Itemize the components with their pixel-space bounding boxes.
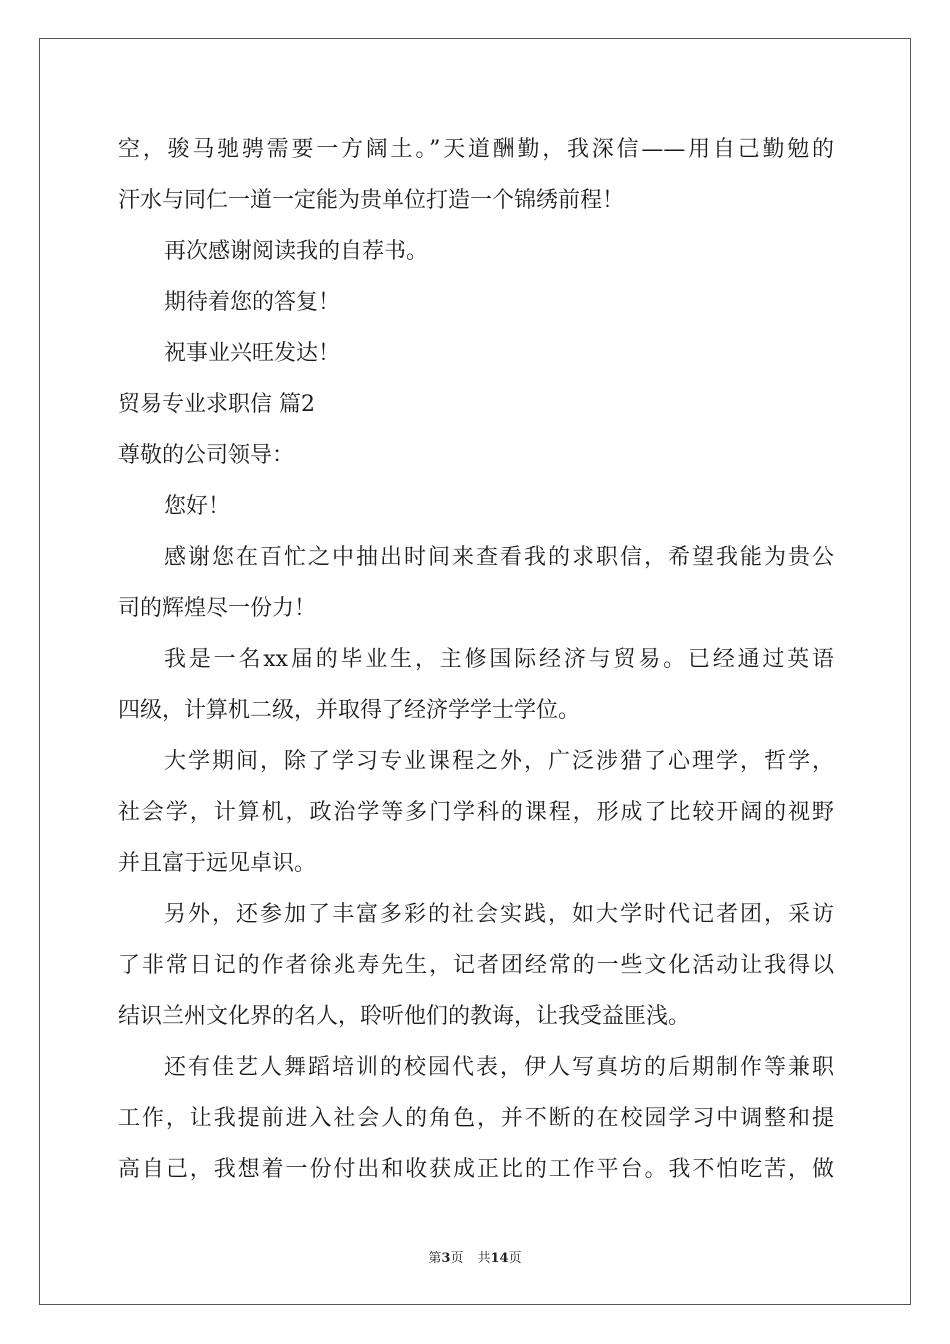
- total-suffix: 页: [508, 1251, 522, 1266]
- total-prefix: 共: [477, 1251, 491, 1266]
- text-line: 另外，还参加了丰富多彩的社会实践，如大学时代记者团，采访: [164, 902, 834, 927]
- text-line: 司的辉煌尽一份力！: [118, 596, 317, 621]
- salutation: 尊敬的公司领导：: [118, 443, 295, 468]
- text-line: 期待着您的答复！: [164, 290, 341, 315]
- text-line: 我是一名xx届的毕业生，主修国际经济与贸易。已经通过英语: [164, 647, 834, 672]
- text-line: 了非常日记的作者徐兆寿先生，记者团经常的一些文化活动让我得以: [118, 953, 834, 978]
- greeting: 您好！: [164, 494, 231, 519]
- text-line: 还有佳艺人舞蹈培训的校园代表，伊人写真坊的后期制作等兼职: [164, 1055, 834, 1080]
- text-line: 感谢您在百忙之中抽出时间来查看我的求职信，希望我能为贵公: [164, 545, 834, 570]
- text-line: 汗水与同仁一道一定能为贵单位打造一个锦绣前程！: [118, 188, 625, 213]
- text-line: 结识兰州文化界的名人，聆听他们的教诲，让我受益匪浅。: [118, 1004, 691, 1029]
- text-line: 大学期间，除了学习专业课程之外，广泛涉猎了心理学，哲学，: [164, 749, 834, 774]
- page-prefix: 第: [428, 1251, 442, 1266]
- page-suffix: 页: [450, 1251, 464, 1266]
- text-line: 空，骏马驰骋需要一方阔土。”天道酬勤，我深信——用自己勤勉的: [118, 137, 834, 162]
- text-line: 四级，计算机二级，并取得了经济学学士学位。: [118, 698, 581, 723]
- text-line: 社会学，计算机，政治学等多门学科的课程，形成了比较开阔的视野: [118, 800, 834, 825]
- text-line: 并且富于远见卓识。: [118, 851, 317, 876]
- text-line: 再次感谢阅读我的自荐书。: [164, 239, 429, 264]
- text-line: 祝事业兴旺发达！: [164, 341, 341, 366]
- text-line: 高自己，我想着一份付出和收获成正比的工作平台。我不怕吃苦，做: [118, 1157, 834, 1182]
- total-pages: 14: [490, 1251, 509, 1266]
- document-body: [118, 124, 834, 1195]
- page-footer: [0, 1247, 950, 1266]
- section-heading: 贸易专业求职信 篇2: [118, 392, 315, 417]
- text-line: 工作，让我提前进入社会人的角色，并不断的在校园学习中调整和提: [118, 1106, 834, 1131]
- page-number: 3: [441, 1251, 451, 1266]
